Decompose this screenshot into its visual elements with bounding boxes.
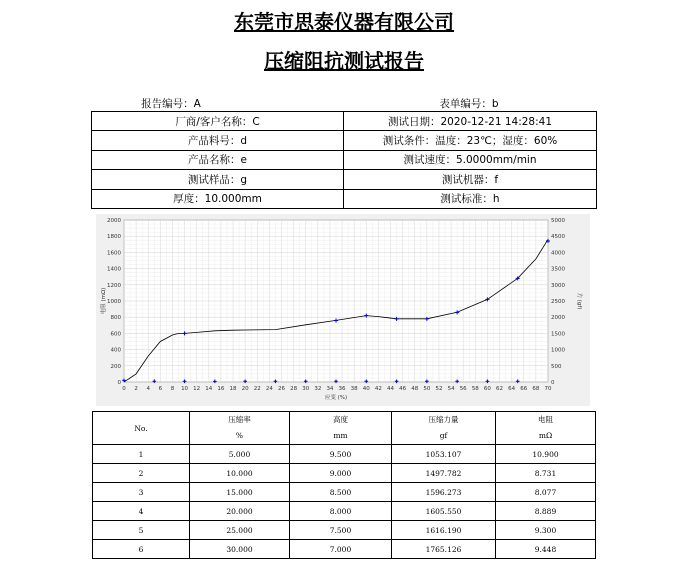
x-tick-label: 60	[483, 386, 491, 392]
chart-panel	[96, 214, 590, 406]
row-no: 2	[93, 464, 190, 483]
row-force: 1765.126	[392, 540, 496, 559]
row-rate: 30.000	[190, 540, 290, 559]
x-tick-label: 56	[459, 386, 467, 392]
test-machine: 测试机器：f	[344, 170, 597, 189]
row-no: 4	[93, 502, 190, 521]
x-tick-label: 40	[362, 386, 370, 392]
x-tick-label: 58	[471, 386, 479, 392]
y-left-tick-label: 1800	[107, 234, 121, 241]
table-row	[93, 445, 596, 464]
row-rate: 10.000	[190, 464, 290, 483]
header-height-label: 高度	[333, 415, 348, 424]
compression-chart	[96, 214, 590, 406]
part-number: 产品料号：d	[92, 131, 344, 150]
x-tick-label: 22	[253, 386, 261, 392]
row-height: 8.000	[290, 502, 392, 521]
y-right-axis-label: 力 (gf)	[576, 292, 582, 310]
y-left-tick-label: 1600	[107, 250, 121, 257]
header-height	[290, 412, 392, 445]
y-right-tick-label: 500	[551, 363, 562, 370]
x-tick-label: 20	[241, 386, 249, 392]
row-height: 9.500	[290, 445, 392, 464]
test-speed: 测试速度：5.0000mm/min	[344, 150, 597, 169]
x-tick-label: 64	[508, 386, 516, 392]
x-tick-label: 46	[399, 386, 407, 392]
x-tick-label: 14	[205, 386, 213, 392]
x-tick-label: 42	[374, 386, 382, 392]
info-row	[92, 150, 597, 169]
product-name: 产品名称：e	[92, 150, 344, 169]
x-tick-label: 26	[277, 386, 285, 392]
info-row	[92, 131, 597, 150]
y-left-tick-label: 1200	[107, 282, 121, 289]
y-right-tick-label: 5000	[551, 218, 565, 224]
row-res: 8.731	[496, 464, 596, 483]
row-no: 1	[93, 445, 190, 464]
table-row	[93, 502, 596, 521]
y-left-tick-label: 800	[110, 315, 121, 322]
info-row	[92, 170, 597, 189]
header-force	[392, 412, 496, 445]
form-number: 表单编号：b	[439, 98, 499, 110]
y-left-tick-label: 400	[110, 347, 121, 354]
x-tick-label: 4	[146, 386, 150, 392]
header-no: No.	[93, 412, 190, 445]
test-sample: 测试样品：g	[92, 170, 344, 189]
x-tick-label: 8	[170, 386, 175, 392]
row-height: 7.000	[290, 540, 392, 559]
x-tick-label: 18	[229, 386, 237, 392]
header-res-label: 电阻	[538, 415, 553, 424]
header-res-unit: mΩ	[538, 431, 553, 440]
y-right-tick-label: 4500	[551, 234, 565, 241]
row-rate: 5.000	[190, 445, 290, 464]
table-row	[93, 464, 596, 483]
test-standard: 测试标准：h	[344, 189, 597, 208]
results-table	[92, 411, 596, 559]
row-force: 1616.190	[392, 521, 496, 540]
row-res: 10.900	[496, 445, 596, 464]
table-row	[93, 483, 596, 502]
y-left-tick-label: 1400	[107, 266, 121, 273]
x-tick-label: 50	[423, 386, 431, 392]
row-res: 9.300	[496, 521, 596, 540]
y-right-tick-label: 3500	[551, 266, 565, 273]
x-tick-label: 34	[326, 386, 334, 392]
x-tick-label: 70	[544, 386, 552, 392]
info-row	[92, 112, 597, 131]
row-rate: 20.000	[190, 502, 290, 521]
y-left-axis-label: 电阻 (mΩ)	[101, 287, 107, 315]
row-force: 1497.782	[392, 464, 496, 483]
row-height: 9.000	[290, 464, 392, 483]
y-left-tick-label: 2000	[107, 218, 121, 224]
x-tick-label: 12	[193, 386, 201, 392]
row-no: 3	[93, 483, 190, 502]
info-row	[92, 189, 597, 208]
x-tick-label: 62	[496, 386, 504, 392]
company-title: 东莞市思泰仪器有限公司	[234, 10, 454, 34]
y-left-tick-label: 1000	[107, 299, 121, 305]
row-force: 1053.107	[392, 445, 496, 464]
x-tick-label: 2	[134, 386, 138, 392]
test-conditions: 测试条件：温度：23℃；湿度：60%	[344, 131, 597, 150]
header-rate-unit: %	[235, 431, 244, 440]
y-right-tick-label: 1000	[551, 347, 565, 354]
x-tick-label: 48	[411, 386, 419, 392]
x-axis-label: 应变 (%)	[324, 395, 348, 401]
info-table	[91, 111, 597, 209]
x-tick-label: 32	[314, 386, 322, 392]
row-rate: 15.000	[190, 483, 290, 502]
header-force-unit: gf	[439, 431, 448, 440]
header-res	[496, 412, 596, 445]
y-right-tick-label: 4000	[551, 250, 565, 257]
results-body	[93, 445, 596, 559]
customer-name: 厂商/客户名称：C	[92, 112, 344, 131]
row-force: 1605.550	[392, 502, 496, 521]
report-title: 压缩阻抗测试报告	[264, 49, 424, 73]
y-right-tick-label: 3000	[551, 282, 565, 289]
header-rate	[190, 412, 290, 445]
y-left-tick-label: 200	[110, 363, 121, 370]
y-right-tick-label: 2000	[551, 315, 565, 322]
table-row	[93, 521, 596, 540]
x-tick-label: 10	[181, 386, 189, 392]
x-tick-label: 28	[290, 386, 298, 392]
row-no: 5	[93, 521, 190, 540]
x-tick-label: 66	[520, 386, 528, 392]
thickness: 厚度：10.000mm	[92, 189, 344, 208]
row-height: 7.500	[290, 521, 392, 540]
y-left-tick-label: 600	[110, 331, 121, 338]
row-res: 8.889	[496, 502, 596, 521]
x-tick-label: 52	[435, 386, 443, 392]
row-force: 1596.273	[392, 483, 496, 502]
row-res: 8.077	[496, 483, 596, 502]
x-tick-label: 44	[387, 386, 395, 392]
header-height-unit: mm	[333, 431, 348, 440]
table-header-row	[93, 412, 596, 445]
row-rate: 25.000	[190, 521, 290, 540]
x-tick-label: 24	[265, 386, 273, 392]
row-height: 8.500	[290, 483, 392, 502]
table-row	[93, 540, 596, 559]
x-tick-label: 54	[447, 386, 455, 392]
x-tick-label: 0	[122, 386, 126, 392]
y-right-tick-label: 1500	[551, 331, 565, 338]
test-date: 测试日期：2020-12-21 14:28:41	[344, 112, 597, 131]
header-rate-label: 压缩率	[228, 415, 251, 424]
x-tick-label: 38	[350, 386, 358, 392]
row-res: 9.448	[496, 540, 596, 559]
row-no: 6	[93, 540, 190, 559]
x-tick-label: 36	[338, 386, 346, 392]
header-force-label: 压缩力量	[428, 415, 459, 424]
y-left-tick-label: 0	[117, 380, 121, 386]
x-tick-label: 68	[532, 386, 540, 392]
x-tick-label: 6	[158, 386, 163, 392]
y-right-tick-label: 2500	[551, 299, 565, 305]
y-right-tick-label: 0	[551, 380, 555, 386]
report-number: 报告编号：A	[141, 98, 201, 110]
x-tick-label: 30	[302, 386, 310, 392]
x-tick-label: 16	[217, 386, 225, 392]
